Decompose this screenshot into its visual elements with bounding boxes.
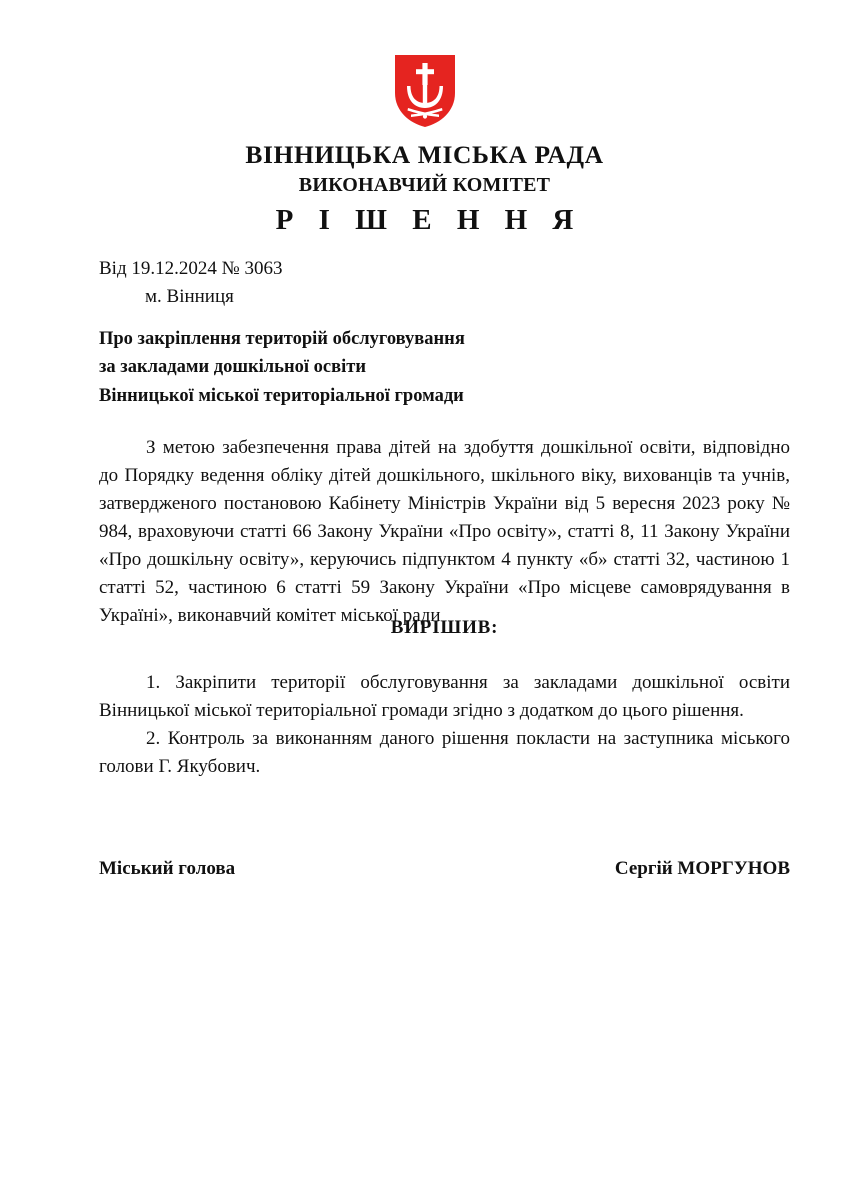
subject-line-2: за закладами дошкільної освіти <box>99 357 366 378</box>
preamble-paragraph: З метою забезпечення права дітей на здобуття дошкільної освіти, відповідно до Порядку ведення обліку дітей дошкільного, шкільного віку, вихованців та учнів, затвердженого постановою Кабінету Міністрів України від 5 вересня 2023 року № 984, враховуючи статті 66 Закону України «Про освіту», статті 8, 11 Закону України «Про дошкільну освіту», керуючись підпунктом 4 пункту «б» статті 32, частиною 1 статті 52, частиною 6 статті 59 Закону України «Про місцеве самоврядування в Україні», виконавчий комітет міської ради <box>99 437 790 627</box>
document-meta <box>99 255 790 310</box>
executive-committee-title: ВИКОНАВЧИЙ КОМІТЕТ <box>298 173 551 196</box>
decided-heading: ВИРІШИВ: <box>390 617 499 638</box>
city-line: м. Вінниця <box>145 285 234 307</box>
document-kind-title: Р І Ш Е Н Н Я <box>275 203 583 236</box>
subject-line-3: Вінницької міської територіальної громади <box>99 385 464 406</box>
subject-line-1: Про закріплення територій обслуговування <box>99 329 465 349</box>
date-and-number: Від 19.12.2024 № 3063 <box>99 258 283 279</box>
emblem-container <box>0 0 849 129</box>
resolution-items <box>99 669 790 781</box>
organization-title: ВІННИЦЬКА МІСЬКА РАДА <box>245 140 604 169</box>
signatory-role: Міський голова <box>99 858 236 879</box>
document-subject <box>99 325 790 410</box>
vinnytsia-coat-of-arms-icon <box>393 53 457 129</box>
resolution-item: 2. Контроль за виконанням даного рішення покласти на заступника міського голови Г. Якубович. <box>99 728 790 778</box>
resolution-item: 1. Закріпити території обслуговування за закладами дошкільної освіти Вінницької міської територіальної громади згідно з додатком до цього рішення. <box>99 672 790 722</box>
signatory-name: Сергій МОРГУНОВ <box>614 858 790 879</box>
signature-block <box>99 858 790 880</box>
